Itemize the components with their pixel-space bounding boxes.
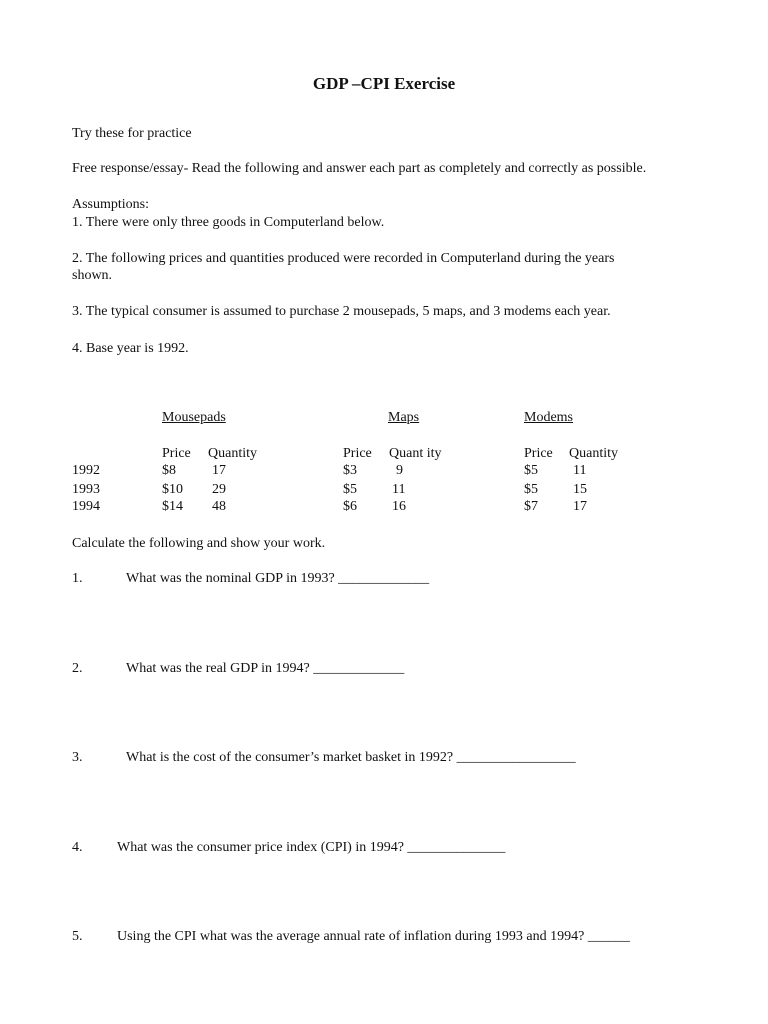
mousepads-price-label: Price xyxy=(162,446,191,461)
maps-quantity: 11 xyxy=(392,482,406,497)
mousepads-quantity: 29 xyxy=(212,482,226,497)
row-year: 1993 xyxy=(72,482,100,497)
modems-quantity: 17 xyxy=(573,499,587,514)
assumption-2: 2. The following prices and quantities produced were recorded in Computerland during the years xyxy=(72,251,615,266)
question-text: Using the CPI what was the average annual rate of inflation during 1993 and 1994? ______ xyxy=(117,929,630,944)
maps-quantity-label: Quant ity xyxy=(389,446,442,461)
question-number: 2. xyxy=(72,661,83,676)
question-number: 3. xyxy=(72,750,83,765)
mousepads-quantity: 48 xyxy=(212,499,226,514)
mousepads-price: $10 xyxy=(162,482,183,497)
assumption-3: 3. The typical consumer is assumed to purchase 2 mousepads, 5 maps, and 3 modems each year. xyxy=(72,304,611,319)
question-text: What was the consumer price index (CPI) in 1994? ______________ xyxy=(117,840,506,855)
maps-price-label: Price xyxy=(343,446,372,461)
row-year: 1994 xyxy=(72,499,100,514)
mousepads-price: $14 xyxy=(162,499,183,514)
modems-price: $7 xyxy=(524,499,538,514)
modems-quantity: 15 xyxy=(573,482,587,497)
header-maps: Maps xyxy=(388,410,420,425)
assumption-2-continued: shown. xyxy=(72,268,113,283)
question-number: 5. xyxy=(72,929,83,944)
modems-price-label: Price xyxy=(524,446,553,461)
modems-price: $5 xyxy=(524,482,538,497)
maps-quantity: 9 xyxy=(396,463,403,478)
maps-price: $3 xyxy=(343,463,357,478)
calc-instruction: Calculate the following and show your work. xyxy=(72,536,326,551)
assumptions-heading: Assumptions: xyxy=(72,197,150,212)
mousepads-quantity: 17 xyxy=(212,463,226,478)
instructions-text: Free response/essay- Read the following and answer each part as completely and correctly as possible. xyxy=(72,161,647,176)
maps-quantity: 16 xyxy=(392,499,406,514)
header-modems: Modems xyxy=(524,410,573,425)
question-number: 4. xyxy=(72,840,83,855)
question-text: What was the nominal GDP in 1993? _____________ xyxy=(126,571,430,586)
assumption-1: 1. There were only three goods in Computerland below. xyxy=(72,215,385,230)
practice-text: Try these for practice xyxy=(72,126,192,141)
question-text: What was the real GDP in 1994? _____________ xyxy=(126,661,405,676)
modems-price: $5 xyxy=(524,463,538,478)
row-year: 1992 xyxy=(72,463,100,478)
mousepads-quantity-label: Quantity xyxy=(208,446,257,461)
mousepads-price: $8 xyxy=(162,463,176,478)
maps-price: $6 xyxy=(343,499,357,514)
question-text: What is the cost of the consumer’s market basket in 1992? _________________ xyxy=(126,750,576,765)
maps-price: $5 xyxy=(343,482,357,497)
assumption-4: 4. Base year is 1992. xyxy=(72,341,189,356)
page-title: GDP –CPI Exercise xyxy=(312,74,456,93)
modems-quantity: 11 xyxy=(573,463,587,478)
header-mousepads: Mousepads xyxy=(162,410,226,425)
modems-quantity-label: Quantity xyxy=(569,446,618,461)
question-number: 1. xyxy=(72,571,83,586)
